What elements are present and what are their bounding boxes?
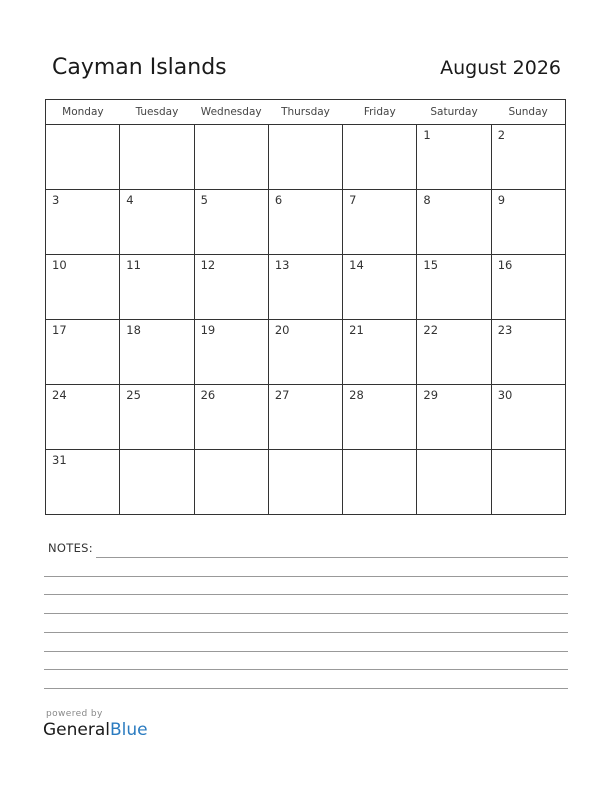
- day-cell: [46, 255, 120, 320]
- day-cell: [491, 190, 565, 255]
- day-number: 8: [423, 193, 431, 207]
- day-number: 5: [200, 193, 208, 207]
- day-cell: [194, 190, 268, 255]
- weekday-header: Saturday: [417, 100, 491, 125]
- day-cell: [491, 125, 565, 190]
- day-cell: [120, 125, 194, 190]
- day-cell: [46, 450, 120, 515]
- day-cell: [120, 190, 194, 255]
- day-number: 17: [52, 323, 67, 337]
- day-cell: [343, 190, 417, 255]
- notes-line: [44, 613, 568, 614]
- day-number: 14: [349, 258, 364, 272]
- day-number: 23: [497, 323, 513, 337]
- day-cell: [417, 125, 491, 190]
- calendar-grid: [45, 99, 566, 515]
- calendar-title: Cayman Islands: [52, 55, 227, 80]
- day-number: 21: [349, 323, 364, 337]
- day-number: [120, 125, 193, 128]
- day-number: [195, 125, 268, 128]
- day-number: 16: [497, 258, 513, 272]
- day-cell: [417, 450, 491, 515]
- notes-label: NOTES:: [48, 541, 93, 555]
- calendar-body: [46, 125, 566, 515]
- day-number: [343, 450, 416, 453]
- calendar-week-row: [46, 320, 566, 385]
- day-cell: [46, 320, 120, 385]
- day-number: [417, 450, 490, 453]
- day-number: 12: [200, 258, 216, 272]
- day-cell: [194, 450, 268, 515]
- day-number: 13: [274, 258, 290, 272]
- day-number: 31: [52, 453, 67, 467]
- brand-logo: [43, 720, 148, 740]
- day-cell: [268, 320, 342, 385]
- notes-line: [44, 632, 568, 633]
- day-cell: [194, 320, 268, 385]
- day-cell: [343, 450, 417, 515]
- day-number: 28: [349, 388, 364, 402]
- day-number: [269, 450, 342, 453]
- day-cell: [120, 255, 194, 320]
- day-cell: [46, 125, 120, 190]
- day-number: 15: [423, 258, 439, 272]
- day-cell: [417, 255, 491, 320]
- day-cell: [343, 125, 417, 190]
- calendar-week-row: [46, 125, 566, 190]
- day-cell: [417, 320, 491, 385]
- calendar-week-row: [46, 190, 566, 255]
- day-number: 24: [52, 388, 67, 402]
- day-number: [46, 125, 119, 128]
- day-cell: [268, 125, 342, 190]
- day-number: 20: [274, 323, 290, 337]
- weekday-header: Monday: [46, 100, 120, 125]
- brand-general-text: General: [43, 720, 110, 740]
- day-cell: [343, 255, 417, 320]
- day-number: 1: [423, 128, 431, 142]
- calendar-week-row: [46, 385, 566, 450]
- day-number: 9: [497, 193, 506, 207]
- weekday-header: Friday: [343, 100, 417, 125]
- day-number: 6: [274, 193, 283, 207]
- day-cell: [491, 320, 565, 385]
- day-number: 11: [126, 258, 141, 272]
- day-number: [492, 450, 565, 453]
- notes-line: [96, 557, 568, 558]
- weekday-header: Sunday: [491, 100, 565, 125]
- day-number: 29: [423, 388, 439, 402]
- month-label: August 2026: [440, 57, 561, 79]
- notes-line: [44, 669, 568, 670]
- day-number: 18: [126, 323, 141, 337]
- day-number: [195, 450, 268, 453]
- notes-line: [44, 688, 568, 689]
- notes-line: [44, 651, 568, 652]
- day-number: 7: [349, 193, 357, 207]
- weekday-header-row: [46, 100, 566, 125]
- day-cell: [343, 385, 417, 450]
- day-number: [120, 450, 193, 453]
- weekday-header: Thursday: [268, 100, 342, 125]
- day-number: 26: [200, 388, 216, 402]
- day-cell: [417, 385, 491, 450]
- powered-by-text: powered by: [46, 709, 103, 719]
- day-number: 2: [497, 128, 506, 142]
- day-cell: [120, 320, 194, 385]
- day-number: 3: [52, 193, 60, 207]
- day-cell: [46, 385, 120, 450]
- brand-blue-text: Blue: [110, 720, 148, 740]
- weekday-header: Tuesday: [120, 100, 194, 125]
- day-cell: [120, 450, 194, 515]
- day-cell: [194, 125, 268, 190]
- day-number: [269, 125, 342, 128]
- day-number: [343, 125, 416, 128]
- day-cell: [343, 320, 417, 385]
- day-cell: [417, 190, 491, 255]
- notes-line: [44, 594, 568, 595]
- day-cell: [46, 190, 120, 255]
- day-cell: [491, 450, 565, 515]
- day-number: 4: [126, 193, 134, 207]
- day-cell: [268, 255, 342, 320]
- calendar-week-row: [46, 450, 566, 515]
- day-cell: [491, 385, 565, 450]
- day-cell: [491, 255, 565, 320]
- day-cell: [268, 385, 342, 450]
- day-number: 10: [52, 258, 67, 272]
- day-cell: [194, 385, 268, 450]
- weekday-header: Wednesday: [194, 100, 268, 125]
- day-number: 22: [423, 323, 439, 337]
- day-number: 19: [200, 323, 216, 337]
- day-cell: [194, 255, 268, 320]
- day-number: 25: [126, 388, 141, 402]
- day-cell: [268, 190, 342, 255]
- notes-line: [44, 576, 568, 577]
- calendar-week-row: [46, 255, 566, 320]
- day-cell: [268, 450, 342, 515]
- day-number: 27: [274, 388, 290, 402]
- day-cell: [120, 385, 194, 450]
- day-number: 30: [497, 388, 513, 402]
